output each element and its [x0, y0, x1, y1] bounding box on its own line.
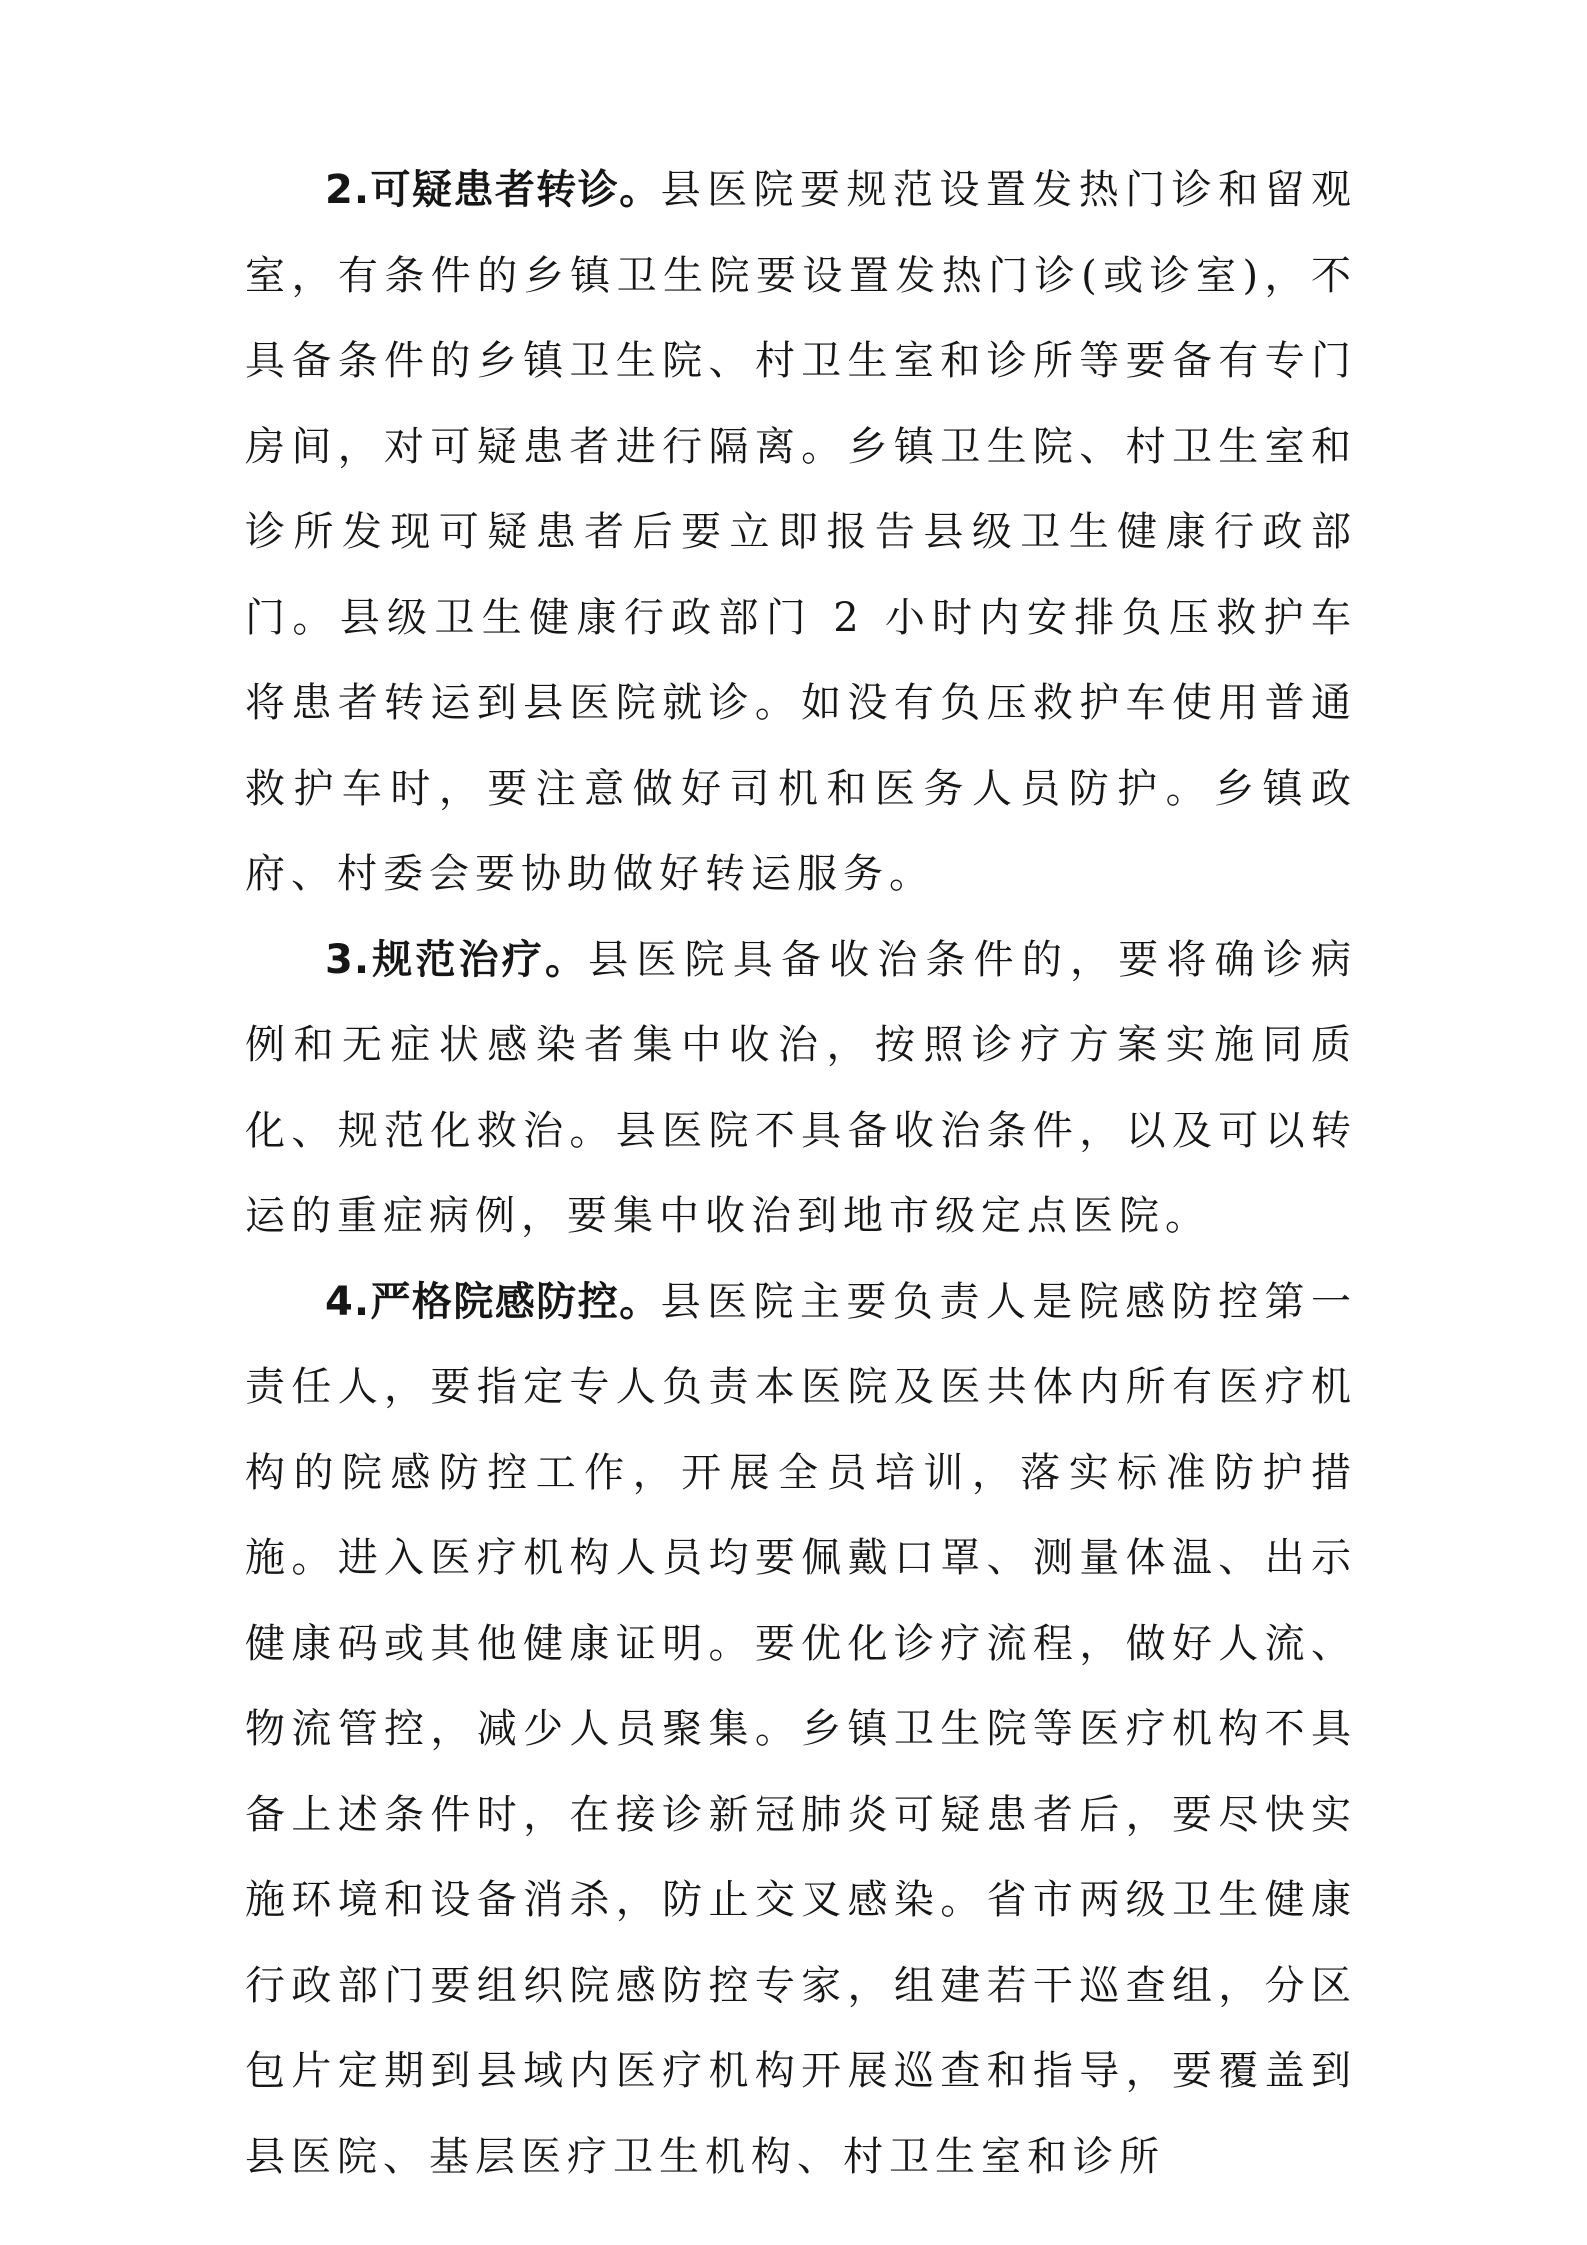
paragraph-infection-control: [245, 1260, 1357, 2201]
paragraph-body: 县医院要规范设置发热门诊和留观室，有条件的乡镇卫生院要设置发热门诊(或诊室)，不具备条件的乡镇卫生院、村卫生室和诊所等要备有专门房间，对可疑患者进行隔离。乡镇卫生院、村卫生室和诊所发现可疑患者后要立即报告县级卫生健康行政部门。县级卫生健康行政部门 2 小时内安排负压救护车将患者转运到县医院就诊。如没有负压救护车使用普通救护车时，要注意做好司机和医务人员防护。乡镇政府、村委会要协助做好转运服务。: [245, 167, 1357, 897]
paragraph-heading: 3.规范治疗。: [325, 936, 589, 983]
paragraph-heading: 2.可疑患者转诊。: [325, 167, 661, 213]
document-page: [245, 148, 1357, 2200]
paragraph-body: 县医院主要负责人是院感防控第一责任人，要指定专人负责本医院及医共体内所有医疗机构的院感防控工作，开展全员培训，落实标准防护措施。进入医疗机构人员均要佩戴口罩、测量体温、出示健康码或其他健康证明。要优化诊疗流程，做好人流、物流管控，减少人员聚集。乡镇卫生院等医疗机构不具备上述条件时，在接诊新冠肺炎可疑患者后，要尽快实施环境和设备消杀，防止交叉感染。省市两级卫生健康行政部门要组织院感防控专家，组建若干巡查组，分区包片定期到县域内医疗机构开展巡查和指导，要覆盖到县医院、基层医疗卫生机构、村卫生室和诊所: [245, 1278, 1357, 2180]
paragraph-heading: 4.严格院感防控。: [325, 1278, 661, 1325]
paragraph-suspected-patient-referral: [245, 148, 1357, 918]
paragraph-body: 县医院具备收治条件的，要将确诊病例和无症状感染者集中收治，按照诊疗方案实施同质化、规范化救治。县医院不具备收治条件，以及可以转运的重症病例，要集中收治到地市级定点医院。: [245, 936, 1358, 1239]
paragraph-standardized-treatment: [245, 918, 1357, 1260]
